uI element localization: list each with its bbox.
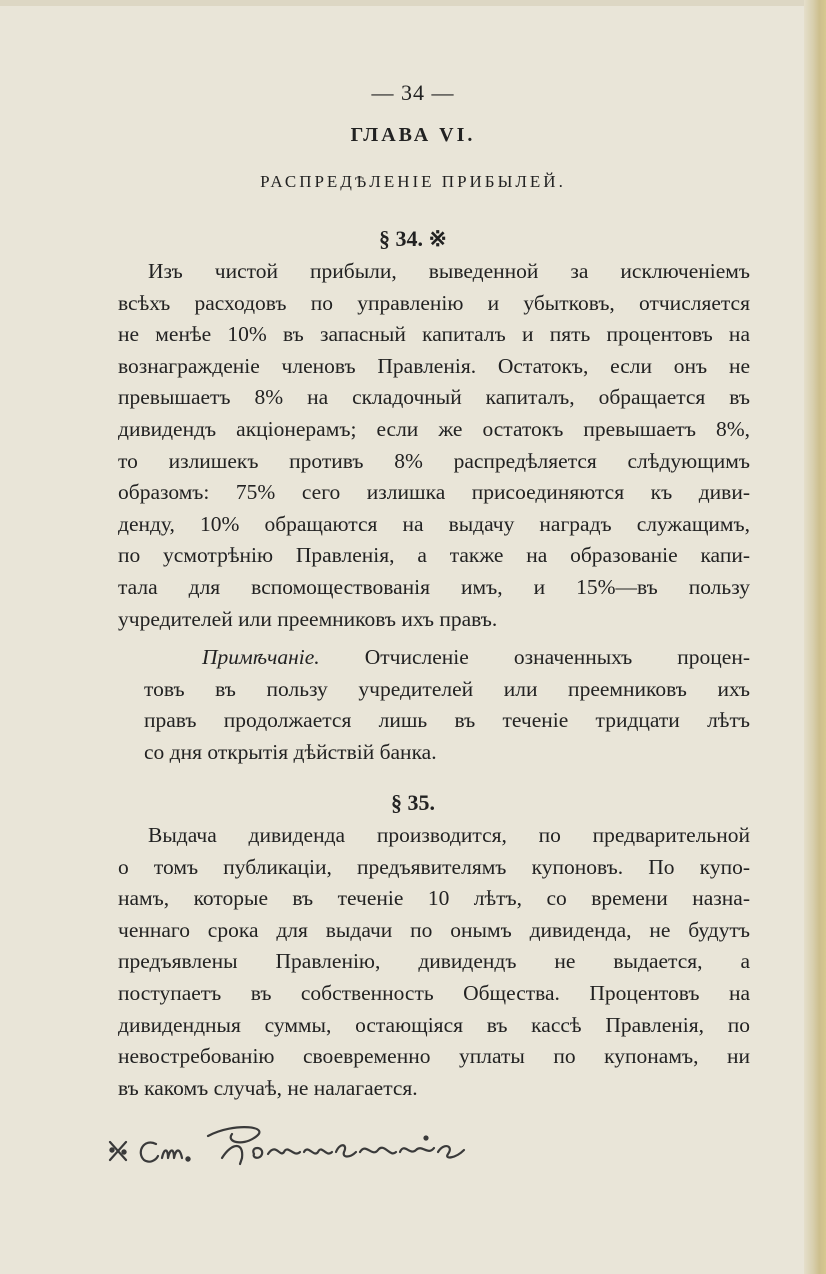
article-34-line: вознагражденіе членовъ Правленія. Остатокъ, если онъ не bbox=[118, 353, 750, 378]
note-first-line bbox=[144, 642, 750, 674]
chapter-title: ГЛАВА VI. bbox=[350, 124, 476, 146]
article-34-line: образомъ: 75% сего излишка присоединяются къ диви- bbox=[118, 480, 750, 505]
article-34-line: денду, 10% обращаются на выдачу наградъ служащимъ, bbox=[118, 511, 750, 536]
article-35-line: о томъ публикаціи, предъявителямъ купоновъ. По купо- bbox=[118, 854, 750, 879]
article-35-line: поступаетъ въ собственность Общества. Процентовъ на bbox=[118, 980, 750, 1005]
article-35-line: Выдача дивиденда производится, по предварительной bbox=[148, 823, 750, 847]
page-number: — 34 — bbox=[371, 80, 455, 105]
article-34-line: по усмотрѣнію Правленія, а также на образованіе капи- bbox=[118, 543, 750, 568]
article-34-note bbox=[144, 642, 750, 768]
article-34-line: не менѣе 10% въ запасный капиталъ и пять процентовъ на bbox=[118, 322, 750, 347]
handwritten-annotation bbox=[104, 1112, 484, 1182]
article-34-line: превышаетъ 8% на складочный капиталъ, обращается въ bbox=[118, 385, 750, 410]
article-34-line: то излишекъ противъ 8% распредѣляется слѣдующимъ bbox=[118, 448, 750, 473]
article-34-line: учредителей или преемниковъ ихъ правъ. bbox=[118, 606, 498, 631]
note-line: правъ продолжается лишь въ теченіе тридцати лѣтъ bbox=[144, 708, 750, 733]
page-top-edge bbox=[0, 0, 826, 6]
article-34-line: тала для вспомоществованія имъ, и 15%—въ пользу bbox=[118, 574, 750, 599]
note-line: товъ въ пользу учредителей или преемниковъ ихъ bbox=[144, 676, 750, 701]
article-35-heading: § 35. bbox=[391, 790, 435, 815]
article-35-line: невостребованію своевременно уплаты по купонамъ, ни bbox=[118, 1044, 750, 1069]
article-34-body bbox=[118, 256, 750, 635]
article-35-line: дивидендныя суммы, остающіяся въ кассѣ Правленія, по bbox=[118, 1012, 750, 1037]
article-35-line: ченнаго срока для выдачи по онымъ дивиденда, не будутъ bbox=[118, 917, 750, 942]
article-35-line: въ какомъ случаѣ, не налагается. bbox=[118, 1075, 418, 1100]
note-label: Примѣчаніе. bbox=[202, 645, 320, 669]
article-34-line: всѣхъ расходовъ по управленію и убытковъ, отчисляется bbox=[118, 290, 750, 315]
article-34-heading: § 34. ※ bbox=[379, 226, 447, 251]
note-line: Отчисленіе означенныхъ процен- bbox=[364, 645, 750, 669]
note-line: со дня открытія дѣйствій банка. bbox=[144, 739, 437, 764]
section-title: РАСПРЕДѢЛЕНІЕ ПРИБЫЛЕЙ. bbox=[260, 172, 566, 191]
article-34-line: Изъ чистой прибыли, выведенной за исключеніемъ bbox=[148, 259, 750, 283]
article-35-line: предъявлены Правленію, дивидендъ не выдается, а bbox=[118, 949, 750, 974]
article-35-body bbox=[118, 820, 750, 1104]
article-34-line: дивидендъ акціонерамъ; если же остатокъ превышаетъ 8%, bbox=[118, 416, 750, 441]
article-35-line: намъ, которые въ теченіе 10 лѣтъ, со времени назна- bbox=[118, 886, 750, 911]
